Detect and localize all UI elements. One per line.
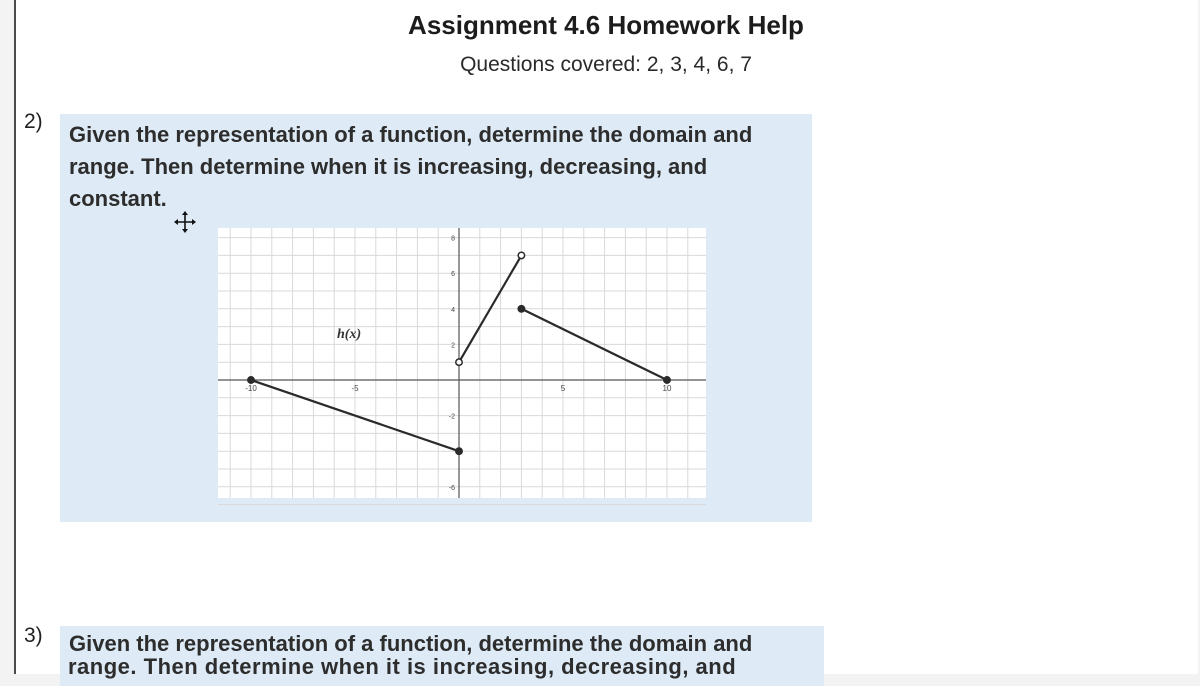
- y-tick-label: 4: [451, 306, 455, 314]
- question-prompt-line: Given the representation of a function, determine the domain and: [69, 122, 753, 147]
- y-tick-label: 2: [451, 342, 455, 350]
- open-endpoint: [518, 252, 524, 258]
- move-cursor-icon: [174, 211, 196, 233]
- function-graph: [218, 228, 706, 498]
- y-tick-label: -6: [448, 484, 455, 492]
- y-tick-label: 8: [451, 235, 455, 243]
- page-subtitle: Questions covered: 2, 3, 4, 6, 7: [460, 53, 752, 76]
- closed-endpoint: [664, 377, 670, 383]
- open-endpoint: [456, 359, 462, 365]
- function-label: h(x): [337, 327, 362, 342]
- closed-endpoint: [248, 377, 254, 383]
- closed-endpoint: [518, 306, 524, 312]
- closed-endpoint: [456, 448, 462, 454]
- question-prompt-line: range. Then determine when it is increasing, decreasing, and: [69, 154, 708, 179]
- x-tick-label: 10: [662, 384, 672, 393]
- document-page: [14, 0, 1198, 679]
- question-prompt-line: constant.: [69, 186, 167, 211]
- question-prompt-line: Given the representation of a function, determine the domain and: [69, 631, 753, 656]
- y-tick-label: 6: [451, 271, 455, 279]
- question-prompt-line-cutoff: [68, 654, 788, 679]
- question-prompt-line: range. Then determine when it is increasing, decreasing, and: [68, 654, 737, 679]
- question-number: 2): [24, 110, 43, 133]
- question-number: 3): [24, 624, 43, 647]
- x-tick-label: -5: [351, 384, 359, 393]
- y-tick-label: -2: [448, 413, 455, 421]
- x-tick-label: 5: [560, 384, 566, 393]
- x-tick-label: -10: [245, 384, 257, 393]
- page-title: Assignment 4.6 Homework Help: [408, 10, 804, 40]
